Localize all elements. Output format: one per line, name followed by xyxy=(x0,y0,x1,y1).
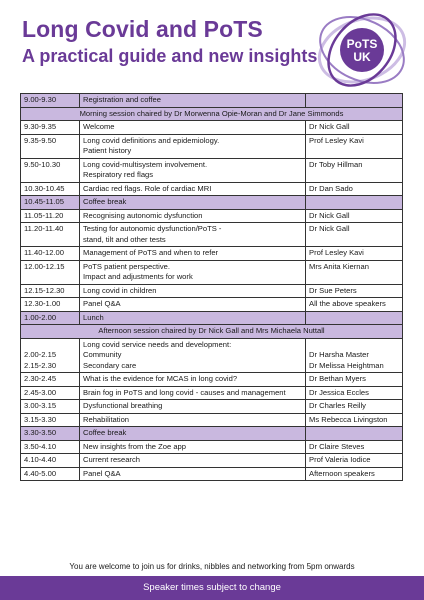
session-title-line: Panel Q&A xyxy=(83,299,121,308)
session-time: 12.15-12.30 xyxy=(21,284,80,298)
session-title xyxy=(80,196,306,210)
session-title-line: Cardiac red flags. Role of cardiac MRI xyxy=(83,183,212,193)
session-speaker: Dr Dan Sado xyxy=(306,182,403,196)
session-speaker: Dr Jessica Eccles xyxy=(306,386,403,400)
session-title xyxy=(80,158,306,182)
session-speaker-line: Dr Melissa Heightman xyxy=(309,360,384,370)
session-title-line: What is the evidence for MCAS in long covid? xyxy=(83,374,238,383)
session-title-line: New insights from the Zoe app xyxy=(83,441,186,451)
schedule-row xyxy=(21,121,403,135)
session-title-line: Impact and adjustments for work xyxy=(83,272,193,281)
schedule-row xyxy=(21,454,403,468)
session-title xyxy=(80,260,306,284)
session-time: 9.50-10.30 xyxy=(21,158,80,182)
schedule-row xyxy=(21,94,403,108)
session-chair-note: Afternoon session chaired by Dr Nick Gall and Mrs Michaela Nuttall xyxy=(21,325,403,339)
session-title xyxy=(80,209,306,223)
session-title xyxy=(80,121,306,135)
session-title-line: Rehabilitation xyxy=(83,414,130,424)
session-speaker xyxy=(306,94,403,108)
session-title-line: Panel Q&A xyxy=(83,468,121,478)
session-title-line: Long covid service needs and development: xyxy=(83,339,232,349)
session-speaker: Dr Charles Reilly xyxy=(306,400,403,414)
session-title xyxy=(80,182,306,196)
page-header xyxy=(0,0,424,92)
schedule-row xyxy=(21,440,403,454)
session-title-line: Community xyxy=(83,350,122,359)
session-speaker: Mrs Anita Kiernan xyxy=(306,260,403,284)
session-time: 11.20-11.40 xyxy=(21,223,80,247)
session-time: 3.00-3.15 xyxy=(21,400,80,414)
page-subtitle: A practical guide and new insights xyxy=(22,46,318,66)
session-speaker: Prof Valeria Iodice xyxy=(306,454,403,468)
session-time: 4.40-5.00 xyxy=(21,467,80,481)
session-title xyxy=(80,467,306,481)
session-title-line: Recognising autonomic dysfunction xyxy=(83,210,203,220)
session-title xyxy=(80,338,306,373)
session-time: 2.45-3.00 xyxy=(21,386,80,400)
session-title xyxy=(80,454,306,468)
session-time-line: 2.15-2.30 xyxy=(24,360,57,370)
session-time: 3.30-3.50 xyxy=(21,427,80,441)
session-speaker: Prof Lesley Kavi xyxy=(306,134,403,158)
session-title-line: Long covid definitions and epidemiology. xyxy=(83,135,220,145)
session-speaker: Dr Toby Hillman xyxy=(306,158,403,182)
session-speaker-line: Dr Harsha Master xyxy=(309,350,369,359)
session-title xyxy=(80,298,306,312)
session-title xyxy=(80,386,306,400)
session-time: 12.30-1.00 xyxy=(21,298,80,312)
session-speaker: Dr Nick Gall xyxy=(306,223,403,247)
session-title-line: Respiratory red flags xyxy=(83,170,154,179)
schedule-row xyxy=(21,247,403,261)
session-title xyxy=(80,247,306,261)
session-time: 3.50-4.10 xyxy=(21,440,80,454)
session-time: 10.30-10.45 xyxy=(21,182,80,196)
footer-banner: Speaker times subject to change xyxy=(0,576,424,600)
schedule-row xyxy=(21,311,403,325)
page-title: Long Covid and PoTS xyxy=(22,16,263,42)
session-title-line: Coffee break xyxy=(83,197,127,206)
schedule-row xyxy=(21,196,403,210)
schedule-row xyxy=(21,134,403,158)
session-title xyxy=(80,284,306,298)
session-title xyxy=(80,94,306,108)
session-time: 9.00-9.30 xyxy=(21,94,80,108)
schedule-row xyxy=(21,338,403,373)
session-title-line: Welcome xyxy=(83,122,115,131)
session-title-line: Current research xyxy=(83,455,140,464)
session-speaker xyxy=(306,338,403,373)
schedule-row xyxy=(21,209,403,223)
schedule-row xyxy=(21,182,403,196)
schedule-row xyxy=(21,413,403,427)
session-title-line: Dysfunctional breathing xyxy=(83,401,163,410)
session-title xyxy=(80,373,306,387)
session-time: 10.45-11.05 xyxy=(21,196,80,210)
logo-text-uk: UK xyxy=(353,50,371,64)
session-title xyxy=(80,440,306,454)
session-speaker: Dr Nick Gall xyxy=(306,121,403,135)
session-time: 9.35-9.50 xyxy=(21,134,80,158)
session-title-line: Brain fog in PoTS and long covid - causes and management xyxy=(83,387,286,397)
session-title-line: stand, tilt and other tests xyxy=(83,234,166,244)
session-time-line: 2.00-2.15 xyxy=(24,350,57,359)
session-title-line: Patient history xyxy=(83,146,132,155)
session-title-line: Long covid in children xyxy=(83,285,157,295)
session-title-line: PoTS patient perspective. xyxy=(83,261,170,271)
session-title xyxy=(80,134,306,158)
session-chair-note: Morning session chaired by Dr Morwenna Opie-Moran and Dr Jane Simmonds xyxy=(21,107,403,121)
session-speaker xyxy=(306,427,403,441)
schedule-row xyxy=(21,223,403,247)
schedule-row xyxy=(21,400,403,414)
session-speaker: Dr Claire Steves xyxy=(306,440,403,454)
schedule-row xyxy=(21,325,403,339)
schedule-row xyxy=(21,373,403,387)
session-title-line: Management of PoTS and when to refer xyxy=(83,248,219,257)
schedule-row xyxy=(21,260,403,284)
session-time: 11.05-11.20 xyxy=(21,209,80,223)
schedule-row xyxy=(21,107,403,121)
schedule-row xyxy=(21,284,403,298)
session-time: 4.10-4.40 xyxy=(21,454,80,468)
session-time: 3.15-3.30 xyxy=(21,413,80,427)
session-speaker xyxy=(306,311,403,325)
session-speaker: Prof Lesley Kavi xyxy=(306,247,403,261)
session-time: 12.00-12.15 xyxy=(21,260,80,284)
session-title-line: Registration and coffee xyxy=(83,95,161,104)
schedule-row xyxy=(21,158,403,182)
session-title xyxy=(80,311,306,325)
session-time xyxy=(21,338,80,373)
session-time: 9.30-9.35 xyxy=(21,121,80,135)
programme-table xyxy=(20,93,403,481)
schedule-row xyxy=(21,467,403,481)
session-title xyxy=(80,400,306,414)
session-time: 1.00-2.00 xyxy=(21,311,80,325)
schedule-row xyxy=(21,386,403,400)
logo-text-pots: PoTS xyxy=(346,37,378,51)
session-speaker: Dr Nick Gall xyxy=(306,209,403,223)
session-speaker: Ms Rebecca Livingston xyxy=(306,413,403,427)
schedule-row xyxy=(21,298,403,312)
schedule-row xyxy=(21,427,403,441)
session-title-line: Coffee break xyxy=(83,428,127,437)
session-speaker: Dr Bethan Myers xyxy=(306,373,403,387)
pots-uk-logo xyxy=(314,12,410,88)
session-title xyxy=(80,427,306,441)
session-title-line: Secondary care xyxy=(83,360,137,370)
session-time: 2.30-2.45 xyxy=(21,373,80,387)
session-title xyxy=(80,413,306,427)
session-title xyxy=(80,223,306,247)
session-speaker: Dr Sue Peters xyxy=(306,284,403,298)
session-title-line: Testing for autonomic dysfunction/PoTS - xyxy=(83,224,222,233)
session-speaker: All the above speakers xyxy=(306,298,403,312)
footer-note: You are welcome to join us for drinks, nibbles and networking from 5pm onwards xyxy=(69,562,355,571)
session-time: 11.40-12.00 xyxy=(21,247,80,261)
session-speaker: Afternoon speakers xyxy=(306,467,403,481)
session-title-line: Lunch xyxy=(83,312,104,322)
session-speaker xyxy=(306,196,403,210)
session-title-line: Long covid-multisystem involvement. xyxy=(83,159,208,169)
